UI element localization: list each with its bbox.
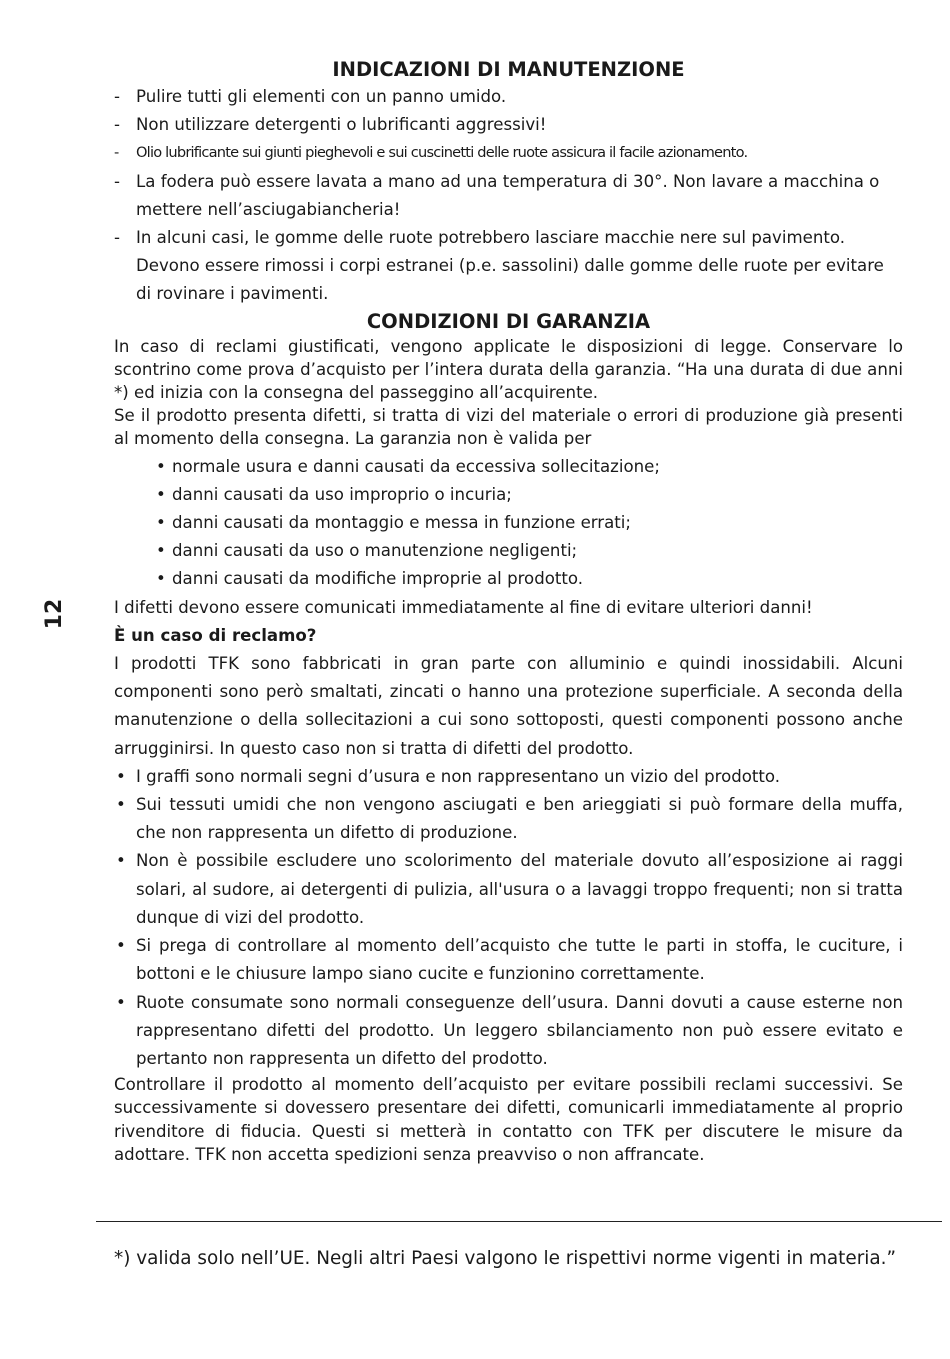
warranty-notice: I difetti devono essere comunicati immediatamente al fine di evitare ulteriori danni! [114, 597, 813, 617]
list-item: - La fodera può essere lavata a mano ad una temperatura di 30°. Non lavare a macchina o mettere nell’asciugabiancheria! [114, 168, 903, 224]
list-item: • I graffi sono normali segni d’usura e non rappresentano un vizio del prodotto. [114, 763, 903, 791]
list-item: • Si prega di controllare al momento dell’acquisto che tutte le parti in stoffa, le cuciture, i bottoni e le chiusure lampo siano cucite e funzionino correttamente. [114, 932, 903, 988]
list-item: • Non è possibile escludere uno scolorimento del materiale dovuto all’esposizione ai raggi solari, al sudore, ai detergenti di pulizia, all'usura o a lavaggi troppo frequenti; non si tratta dunque di vizi del prodotto. [114, 847, 903, 932]
warranty-defects: Se il prodotto presenta difetti, si tratta di vizi del materiale o errori di produzione già presenti al momento della consegna. La garanzia non è valida per [114, 406, 903, 449]
list-item: • danni causati da montaggio e messa in funzione errati; [114, 509, 903, 537]
list-item: • danni causati da modifiche improprie al prodotto. [114, 565, 903, 593]
footnote: *) valida solo nell’UE. Negli altri Paesi valgono le rispettivi norme vigenti in materia.” [114, 1248, 897, 1269]
page-number: 12 [42, 598, 67, 630]
claim-text: I prodotti TFK sono fabbricati in gran parte con alluminio e quindi inossidabili. Alcuni componenti sono però smaltati, zincati o hanno una protezione superficiale. A seconda della manutenzione o della sollecitazioni a cui sono sottoposti, questi componenti possono anche arrugginirsi. In questo caso non si tratta di difetti del prodotto. [114, 654, 903, 758]
main-content [114, 57, 903, 1166]
list-item: - Non utilizzare detergenti o lubrificanti aggressivi! [114, 111, 903, 139]
list-item: • Sui tessuti umidi che non vengono asciugati e ben arieggiati si può formare della muffa, che non rappresenta un difetto di produzione. [114, 791, 903, 847]
list-item: • danni causati da uso improprio o incuria; [114, 481, 903, 509]
list-item: - Pulire tutti gli elementi con un panno umido. [114, 83, 903, 111]
warranty-intro: In caso di reclami giustificati, vengono applicate le disposizioni di legge. Conservare lo scontrino come prova d’acquisto per l’intera durata della garanzia. “Ha una durata di due anni *) ed inizia con la consegna del passeggino all’acquirente. [114, 336, 903, 403]
maintenance-title: INDICAZIONI DI MANUTENZIONE [332, 58, 685, 81]
closing-text: Controllare il prodotto al momento dell’acquisto per evitare possibili reclami successivi. Se successivamente si dovessero presentare dei difetti, comunicarli immediatamente al proprio rivenditore di fiducia. Questi si metterà in contatto con TFK per discutere le misure da adottare. TFK non accetta spedizioni senza preavviso o non affrancate. [114, 1075, 903, 1164]
list-item: - Olio lubrificante sui giunti pieghevoli e sui cuscinetti delle ruote assicura il facile azionamento. [114, 139, 903, 167]
warranty-exclusions [114, 453, 903, 594]
list-item: • normale usura e danni causati da eccessiva sollecitazione; [114, 453, 903, 481]
maintenance-list [114, 83, 903, 309]
claim-list [114, 763, 903, 1073]
footnote-divider [96, 1221, 942, 1222]
list-item: • danni causati da uso o manutenzione negligenti; [114, 537, 903, 565]
list-item: • Ruote consumate sono normali conseguenze dell’usura. Danni dovuti a cause esterne non rappresentano difetti del prodotto. Un leggero sbilanciamento non può essere evitato e pertanto non rappresenta un difetto del prodotto. [114, 989, 903, 1074]
list-item: - In alcuni casi, le gomme delle ruote potrebbero lasciare macchie nere sul pavimento. Devono essere rimossi i corpi estranei (p.e. sassolini) dalle gomme delle ruote per evitare di rovinare i pavimenti. [114, 224, 903, 309]
claim-heading: È un caso di reclamo? [114, 625, 317, 645]
warranty-title: CONDIZIONI DI GARANZIA [366, 309, 651, 333]
